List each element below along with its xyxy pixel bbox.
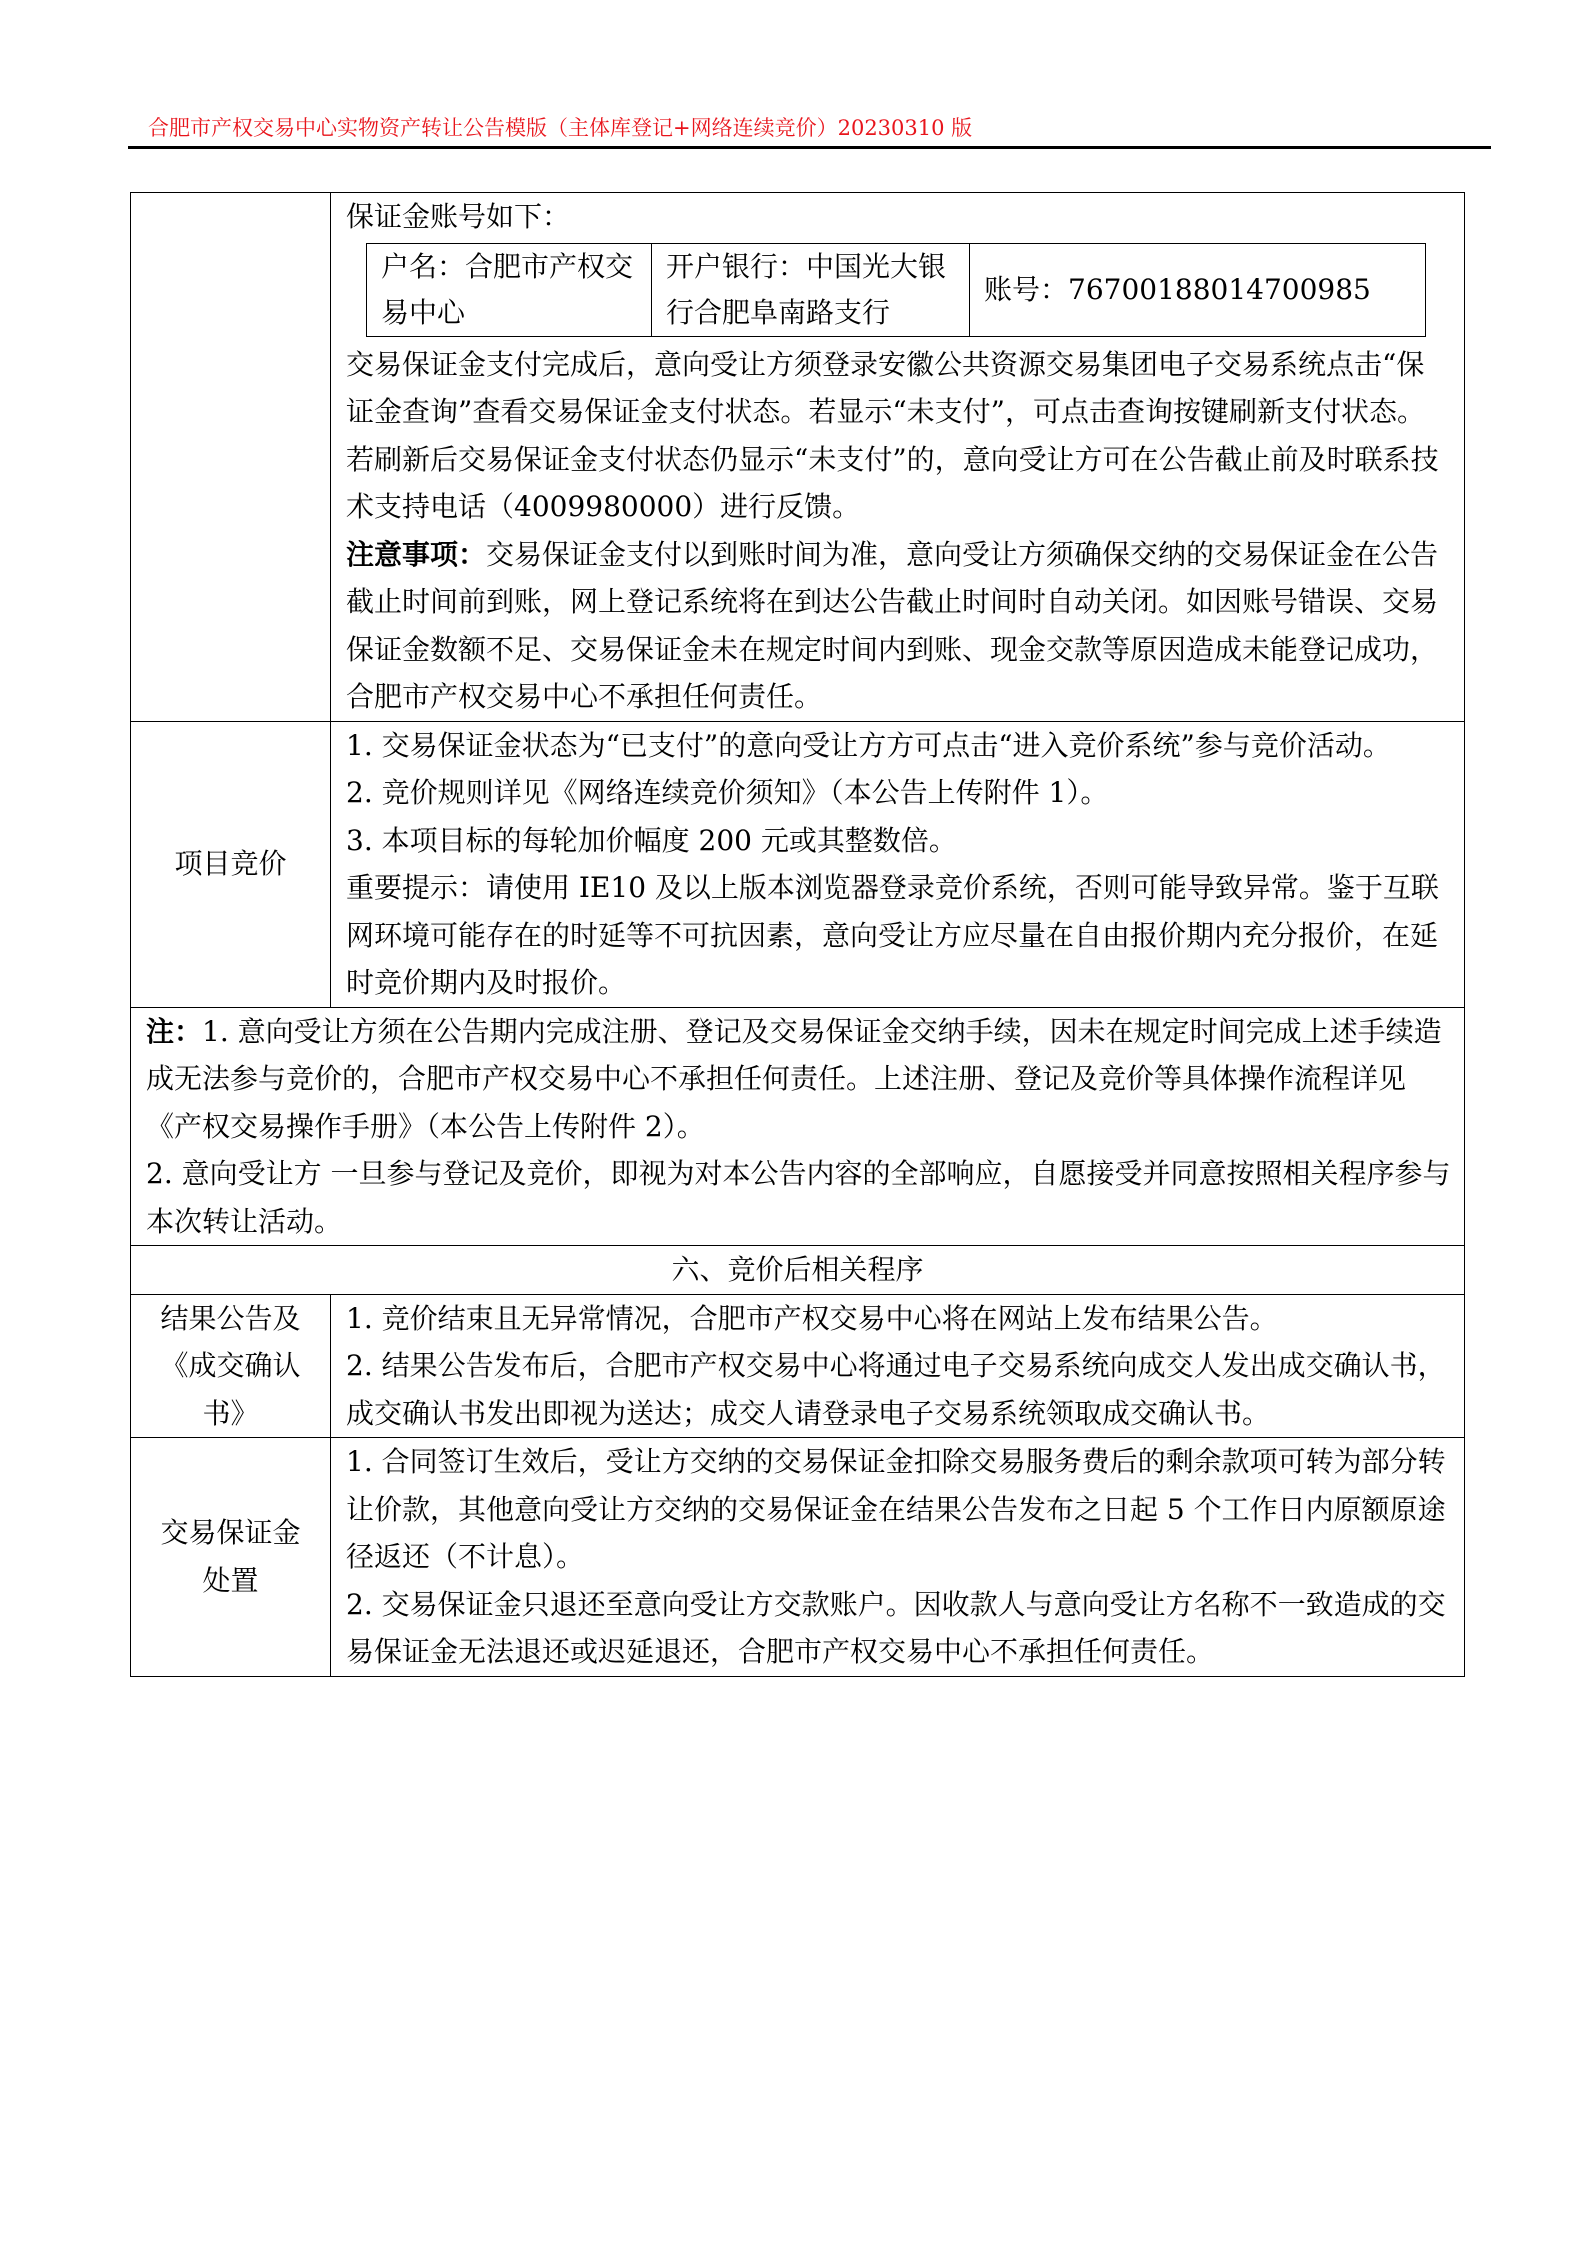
bank-account-table (366, 243, 1426, 337)
bank-name-cell: 开户银行：中国光大银行合肥阜南路支行 (652, 243, 970, 336)
document-header-title: 合肥市产权交易中心实物资产转让公告模版（主体库登记+网络连续竞价）20230310 版 (148, 116, 973, 140)
result-notice-item: 2. 结果公告发布后，合肥市产权交易中心将通过电子交易系统向成交人发出成交确认书，成交确认书发出即视为送达；成交人请登录电子交易系统领取成交确认书。 (346, 1349, 1446, 1430)
bidding-item: 1. 交易保证金状态为“已支付”的意向受让方方可点击“进入竞价系统”参与竞价活动。 (346, 728, 1391, 762)
bidding-important-tip: 重要提示：请使用 IE10 及以上版本浏览器登录竞价系统，否则可能导致异常。鉴于互联网环境可能存在的时延等不可抗因素，意向受让方应尽量在自由报价期内充分报价，在延时竞价期内及时报价。 (346, 871, 1439, 999)
announcement-table (130, 192, 1465, 1677)
deposit-account-content-cell (331, 193, 1465, 722)
note-item: 2. 意向受让方 一旦参与登记及竞价，即视为对本公告内容的全部响应，自愿接受并同意按照相关程序参与本次转让活动。 (146, 1157, 1451, 1238)
result-notice-row (131, 1294, 1465, 1438)
header-divider (128, 146, 1491, 149)
deposit-account-row (131, 193, 1465, 722)
bidding-row (131, 721, 1465, 1007)
bidding-item: 3. 本项目标的每轮加价幅度 200 元或其整数倍。 (346, 823, 957, 857)
note-item: 注：1. 意向受让方须在公告期内完成注册、登记及交易保证金交纳手续，因未在规定时间完成上述手续造成无法参与竞价的，合肥市产权交易中心不承担任何责任。上述注册、登记及竞价等具体操作流程详见《产权交易操作手册》（本公告上传附件 2）。 (146, 1014, 1442, 1143)
note-row (131, 1007, 1465, 1246)
section-six-title: 六、竞价后相关程序 (131, 1246, 1465, 1295)
account-name-cell: 户名：合肥市产权交易中心 (367, 243, 652, 336)
notice-paragraph (346, 531, 1452, 721)
deposit-disposal-label: 交易保证金 处置 (131, 1438, 331, 1677)
deposit-disposal-item: 1. 合同签订生效后，受让方交纳的交易保证金扣除交易服务费后的剩余款项可转为部分转让价款，其他意向受让方交纳的交易保证金在结果公告发布之日起 5 个工作日内原额原途径返还（不计息）。 (346, 1445, 1446, 1573)
deposit-account-intro: 保证金账号如下： (346, 200, 571, 233)
deposit-disposal-content-cell (331, 1438, 1465, 1677)
result-notice-content-cell (331, 1294, 1465, 1438)
bidding-label: 项目竞价 (131, 721, 331, 1007)
note-label: 注： (146, 1014, 203, 1048)
result-notice-item: 1. 竞价结束且无异常情况，合肥市产权交易中心将在网站上发布结果公告。 (346, 1301, 1278, 1335)
bidding-content-cell (331, 721, 1465, 1007)
deposit-account-label-cell (131, 193, 331, 722)
result-notice-label: 结果公告及 《成交确认 书》 (131, 1294, 331, 1438)
deposit-disposal-row (131, 1438, 1465, 1677)
section-six-row (131, 1246, 1465, 1295)
bidding-item: 2. 竞价规则详见《网络连续竞价须知》（本公告上传附件 1）。 (346, 776, 1109, 809)
after-payment-text: 交易保证金支付完成后，意向受让方须登录安徽公共资源交易集团电子交易系统点击“保证金查询”查看交易保证金支付状态。若显示“未支付”，可点击查询按键刷新支付状态。若刷新后交易保证金支付状态仍显示“未支付”的，意向受让方可在公告截止前及时联系技术支持电话（4009980000）进行反馈。 (346, 347, 1439, 523)
account-number-cell: 账号：76700188014700985 (970, 243, 1426, 336)
notice-text: 交易保证金支付以到账时间为准，意向受让方须确保交纳的交易保证金在公告截止时间前到账，网上登记系统将在到达公告截止时间时自动关闭。如因账号错误、交易保证金数额不足、交易保证金未在规定时间内到账、现金交款等原因造成未能登记成功，合肥市产权交易中心不承担任何责任。 (346, 537, 1439, 713)
deposit-disposal-item: 2. 交易保证金只退还至意向受让方交款账户。因收款人与意向受让方名称不一致造成的交易保证金无法退还或迟延退还，合肥市产权交易中心不承担任何责任。 (346, 1587, 1446, 1668)
note-cell (131, 1007, 1465, 1246)
notice-label: 注意事项： (346, 537, 487, 571)
